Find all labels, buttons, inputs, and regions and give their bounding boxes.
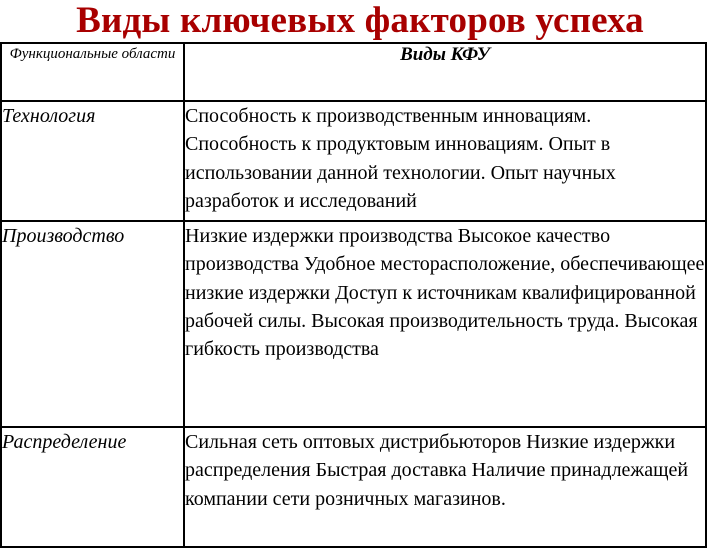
row-factors-technology: Способность к производственным инновациям. Способность к продуктовым инновациям. Опыт в использовании данной технологии. Опыт научных разработок и исследований — [184, 101, 706, 221]
table-row — [1, 101, 706, 221]
header-functional-areas: Функциональные области — [1, 43, 184, 101]
row-area-distribution: Распределение — [1, 427, 184, 547]
table-row — [1, 427, 706, 547]
table-row — [1, 221, 706, 427]
row-area-technology: Технология — [1, 101, 184, 221]
row-area-production: Производство — [1, 221, 184, 427]
table-header-row — [1, 43, 706, 101]
row-factors-production: Низкие издержки производства Высокое качество производства Удобное месторасположение, обеспечивающее низкие издержки Доступ к источникам квалифицированной рабочей силы. Высокая производительность труда. Высокая гибкость производства — [184, 221, 706, 427]
row-factors-distribution: Сильная сеть оптовых дистрибьюторов Низкие издержки распределения Быстрая доставка Наличие принадлежащей компании сети розничных магазинов. — [184, 427, 706, 547]
kfu-table — [0, 42, 707, 548]
header-kfu-types: Виды КФУ — [184, 43, 706, 101]
slide-title: Виды ключевых факторов успеха — [76, 0, 644, 41]
